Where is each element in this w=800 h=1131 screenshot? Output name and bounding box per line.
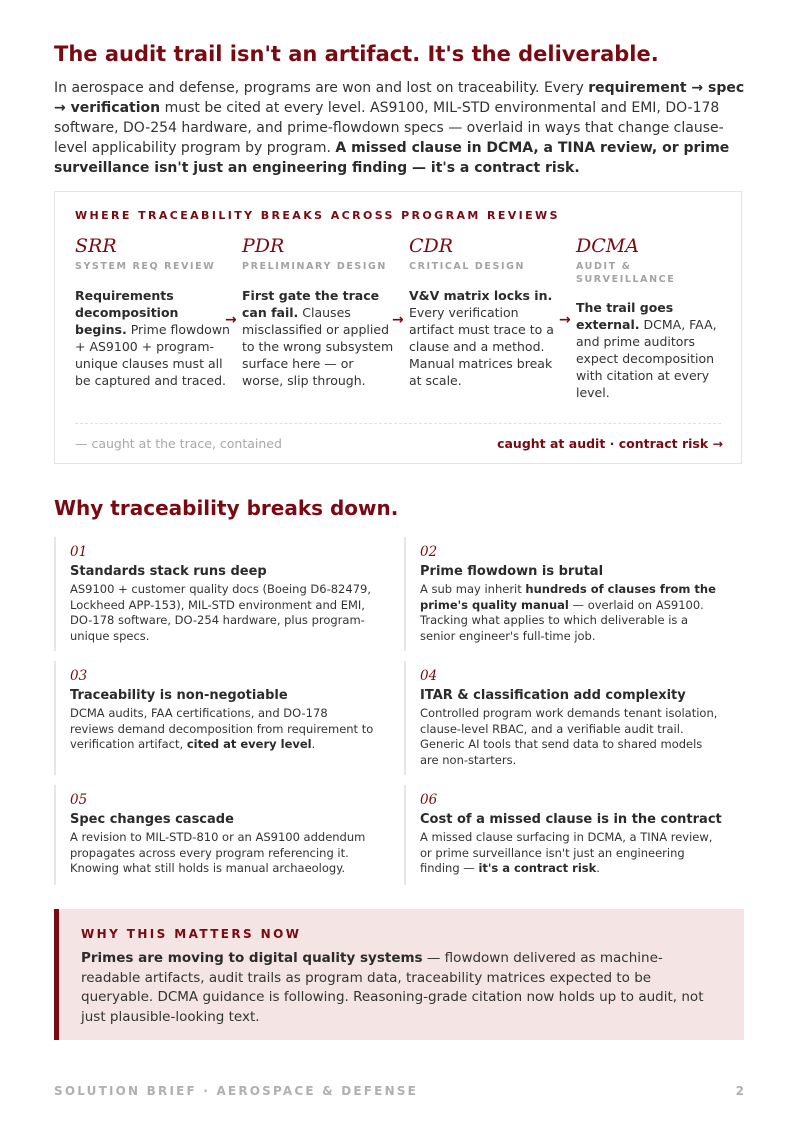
phase-description — [576, 299, 721, 401]
reason-number: 02 — [420, 544, 438, 560]
arrow-icon: → — [559, 312, 571, 328]
reason-text: A revision to MIL-STD-810 or an AS9100 addendum propagates across every program referencing it. Knowing what still holds is manual archaeology. — [70, 830, 366, 875]
arrow-icon: → — [225, 312, 237, 328]
reason-title: Spec changes cascade — [70, 812, 234, 827]
phase-subtitle: CRITICAL DESIGN — [409, 261, 526, 272]
callout-text — [81, 949, 722, 1027]
reason-description — [70, 706, 374, 753]
reason-number: 03 — [70, 668, 88, 684]
reason-description — [420, 706, 724, 768]
reason-number: 05 — [70, 792, 88, 808]
callout-body: — flowdown delivered as machine-readable artifacts, audit trails as program data, traceability matrices expected to be queryable. DCMA guidance is following. Reasoning-grade citation now holds up to audit, not just plausible-looking text. — [81, 950, 704, 1025]
reason-description — [420, 830, 724, 877]
reason-number: 04 — [420, 668, 438, 684]
callout-label: WHY THIS MATTERS NOW — [81, 927, 302, 941]
contract-risk-note: caught at audit · contract risk → — [497, 436, 723, 451]
reason-bold: it's a contract risk — [478, 861, 597, 875]
phase-cdr — [409, 234, 564, 389]
phase-desc-text: DCMA, FAA, and prime auditors expect decomposition with citation at every level. — [576, 317, 717, 400]
reason-title: ITAR & classification add complexity — [420, 688, 686, 703]
intro-text-2: must be cited at every level. AS9100, MIL-STD environmental and EMI, DO-178 software, DO-254 hardware, and prime-flowdown specs — overlaid in ways that change clause-level applicability program by program. — [54, 100, 724, 156]
section-heading: Why traceability breaks down. — [54, 496, 399, 520]
reason-card — [54, 785, 374, 885]
intro-paragraph — [54, 78, 746, 178]
phase-description — [75, 287, 230, 389]
phase-dcma — [576, 234, 721, 401]
callout-bold: Primes are moving to digital quality systems — [81, 950, 423, 966]
reason-description — [70, 582, 374, 644]
phases-panel — [54, 191, 742, 464]
phase-abbr: SRR — [75, 235, 117, 257]
reason-number: 06 — [420, 792, 438, 808]
phase-desc-bold: V&V matrix locks in. — [409, 288, 553, 303]
reason-text: Controlled program work demands tenant isolation, clause-level RBAC, and a verifiable audit trail. Generic AI tools that send data to shared models are non-starters. — [420, 706, 718, 767]
phase-srr — [75, 234, 230, 389]
reason-card — [54, 537, 374, 651]
reason-card — [54, 661, 374, 775]
intro-bold-2: A missed clause in DCMA, a TINA review, or prime surveillance isn't just an engineering finding — it's a contract risk. — [54, 140, 730, 176]
reason-text: A sub may inherit — [420, 582, 526, 596]
reason-number: 01 — [70, 544, 88, 560]
phase-subtitle: PRELIMINARY DESIGN — [242, 261, 387, 272]
contained-note: — caught at the trace, contained — [75, 436, 282, 451]
reason-text: A missed clause surfacing in DCMA, a TINA review, or prime surveillance isn't just an engineering finding — — [420, 830, 713, 875]
footer-label: SOLUTION BRIEF · AEROSPACE & DEFENSE — [54, 1084, 419, 1098]
phases-title: WHERE TRACEABILITY BREAKS ACROSS PROGRAM REVIEWS — [75, 209, 560, 222]
phase-description — [242, 287, 397, 389]
reason-title: Cost of a missed clause is in the contract — [420, 812, 722, 827]
reason-text: DCMA audits, FAA certifications, and DO-178 reviews demand decomposition from requirement to verification artifact, — [70, 706, 374, 751]
reason-text: . — [596, 861, 600, 875]
reason-description — [420, 582, 724, 644]
reason-card — [404, 785, 724, 885]
phase-abbr: DCMA — [576, 235, 639, 257]
reason-text: AS9100 + customer quality docs (Boeing D6-82479, Lockheed APP-153), MIL-STD environment and EMI, DO-178 software, DO-254 hardware, plus program-unique specs. — [70, 582, 371, 643]
phase-subtitle: AUDIT & SURVEILLANCE — [576, 261, 676, 285]
phase-desc-bold: First gate the trace can fail. — [242, 288, 380, 320]
reason-card — [404, 661, 724, 775]
reason-title: Standards stack runs deep — [70, 564, 267, 579]
phase-abbr: PDR — [242, 235, 285, 257]
phase-desc-bold: Requirements decomposition begins. — [75, 288, 179, 337]
reason-description — [70, 830, 374, 877]
intro-text-1: In aerospace and defense, programs are won and lost on traceability. Every — [54, 80, 589, 96]
reason-title: Prime flowdown is brutal — [420, 564, 604, 579]
phase-pdr — [242, 234, 397, 389]
reason-bold: cited at every level — [186, 737, 312, 751]
phase-desc-text: Every verification artifact must trace to a clause and a method. Manual matrices break at scale. — [409, 305, 554, 388]
reason-title: Traceability is non-negotiable — [70, 688, 288, 703]
reason-text: — overlaid on AS9100. Tracking what applies to which deliverable is a senior engineer's full-time job. — [420, 597, 704, 643]
phases-divider — [75, 423, 721, 424]
page-number: 2 — [735, 1084, 744, 1098]
phase-desc-bold: The trail goes external. — [576, 300, 674, 332]
phase-abbr: CDR — [409, 235, 454, 257]
reason-card — [404, 537, 724, 651]
reason-text: . — [311, 737, 316, 751]
reason-bold: hundreds of clauses from the prime's quality manual — [420, 582, 716, 612]
phase-desc-text: Prime flowdown + AS9100 + program-unique clauses must all be captured and traced. — [75, 322, 230, 388]
intro-bold-1: requirement → spec → verification — [54, 80, 745, 116]
arrow-icon: → — [392, 312, 404, 328]
page-heading: The audit trail isn't an artifact. It's the deliverable. — [54, 42, 659, 66]
why-now-callout — [54, 909, 744, 1040]
phase-description — [409, 287, 564, 389]
phase-desc-text: Clauses misclassified or applied to the wrong subsystem surface here — or worse, slip through. — [242, 305, 394, 388]
phase-subtitle: SYSTEM REQ REVIEW — [75, 261, 216, 272]
